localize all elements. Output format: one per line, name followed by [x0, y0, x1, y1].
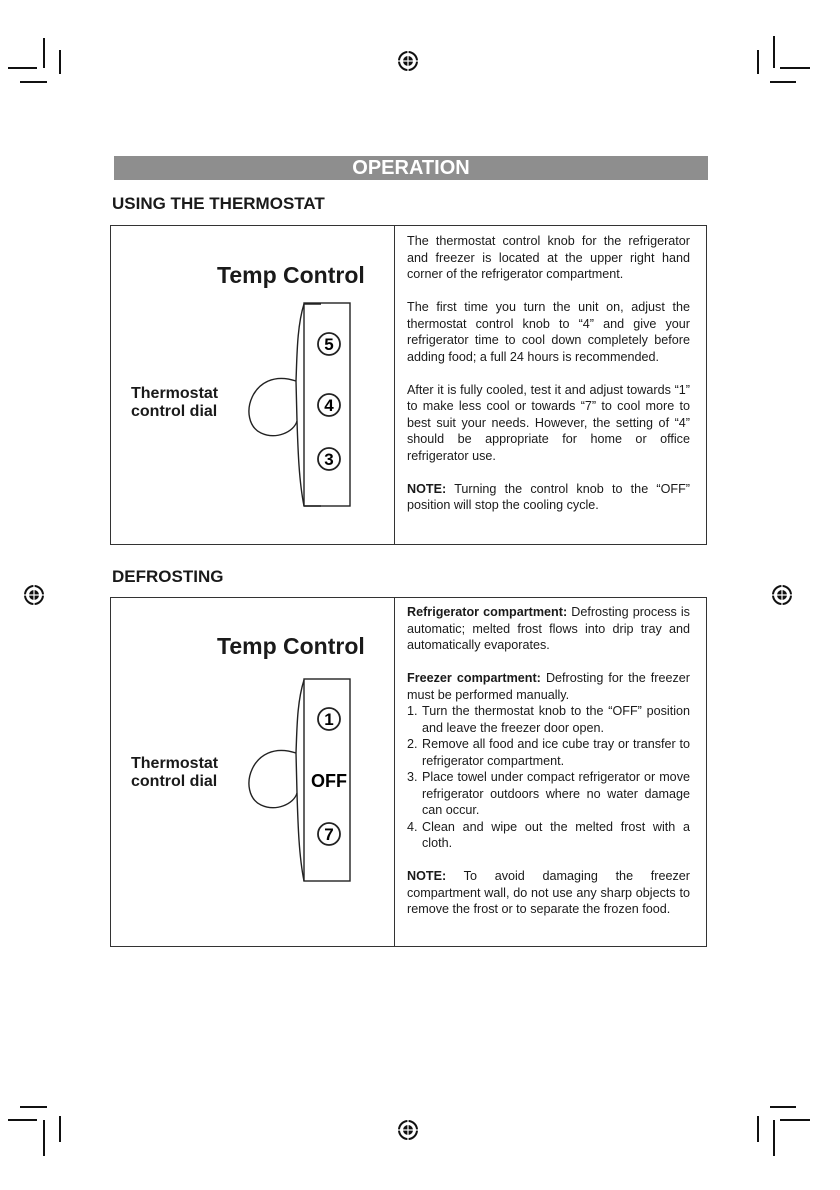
note-paragraph: [407, 868, 690, 918]
dial-mark-7: 7: [324, 825, 334, 844]
registration-target-icon: [396, 1118, 420, 1142]
registration-target-icon: [22, 583, 46, 607]
registration-target-icon: [396, 49, 420, 73]
dial-mark-3: 3: [324, 450, 334, 469]
step-number: 1.: [407, 704, 418, 718]
dial-housing-curve: [296, 680, 304, 881]
step-text: Clean and wipe out the melted frost with a cloth.: [422, 819, 690, 850]
panel-divider: [394, 597, 395, 946]
dial-label-line2: control dial: [131, 773, 218, 790]
defrost-steps: [407, 703, 690, 852]
list-item: [407, 769, 690, 819]
defrosting-heading: DEFROSTING: [112, 567, 224, 586]
dial-mark-4: 4: [324, 396, 334, 415]
thermostat-diagram: [111, 226, 394, 543]
note-label: NOTE:: [407, 481, 447, 496]
dial-mark-5: 5: [324, 335, 334, 354]
defrost-instructions: [407, 604, 690, 918]
fridge-text: Defrosting process is automatic; melted frost flows into drip tray and automatically evaporates.: [407, 605, 690, 652]
step-text: Place towel under compact refrigerator or move refrigerator outdoors where no water damage can occur.: [422, 770, 690, 817]
panel-divider: [394, 225, 395, 544]
step-number: 4.: [407, 819, 418, 834]
temp-control-title: Temp Control: [217, 633, 365, 659]
dial-knob-shape: [249, 750, 297, 807]
note-text: Turning the control knob to the “OFF” position will stop the cooling cycle.: [407, 481, 690, 512]
defrost-diagram: [111, 598, 394, 945]
paragraph: The thermostat control knob for the refrigerator and freezer is located at the upper right hand corner of the refrigerator compartment.: [407, 234, 690, 281]
list-item: [407, 736, 690, 769]
freezer-paragraph: [407, 670, 690, 703]
registration-target-icon: [770, 583, 794, 607]
fridge-paragraph: [407, 604, 690, 654]
step-text: Remove all food and ice cube tray or transfer to refrigerator compartment.: [422, 737, 690, 768]
step-number: 2.: [407, 737, 418, 751]
step-number: 3.: [407, 770, 418, 784]
step-text: Turn the thermostat knob to the “OFF” position and leave the freezer door open.: [422, 704, 690, 735]
dial-label-line1: Thermostat: [131, 385, 219, 402]
thermostat-dial-drawing: [111, 226, 394, 543]
list-item: [407, 703, 690, 736]
dial-label-line2: control dial: [131, 403, 218, 420]
dial-knob-shape: [249, 378, 297, 435]
defrost-dial-drawing: [111, 598, 394, 945]
thermostat-instructions: [407, 233, 690, 514]
freezer-label: Freezer compartment:: [407, 671, 541, 685]
section-banner: OPERATION: [114, 156, 708, 180]
fridge-label: Refrigerator compartment:: [407, 605, 568, 619]
thermostat-heading: USING THE THERMOSTAT: [112, 194, 325, 213]
note-paragraph: [407, 481, 690, 514]
paragraph: After it is fully cooled, test it and adjust towards “1” to make less cool or towards “7” to cool more to best suit your needs. However, the setting of “4” should be appropriate for home or office refrigerator use.: [407, 382, 690, 463]
list-item: [407, 819, 690, 852]
dial-mark-off: OFF: [311, 771, 347, 791]
temp-control-title: Temp Control: [217, 262, 365, 288]
dial-housing-curve: [296, 304, 304, 506]
note-text: To avoid damaging the freezer compartment wall, do not use any sharp objects to remove the frost or to separate the frozen food.: [407, 869, 690, 916]
note-label: NOTE:: [407, 869, 447, 883]
dial-mark-1: 1: [324, 710, 334, 729]
dial-label-line1: Thermostat: [131, 755, 219, 772]
freezer-text: Defrosting for the freezer must be performed manually.: [407, 671, 690, 702]
paragraph: The first time you turn the unit on, adjust the thermostat control knob to “4” and give your refrigerator time to cool down completely before adding food; a full 24 hours is recommended.: [407, 300, 690, 364]
